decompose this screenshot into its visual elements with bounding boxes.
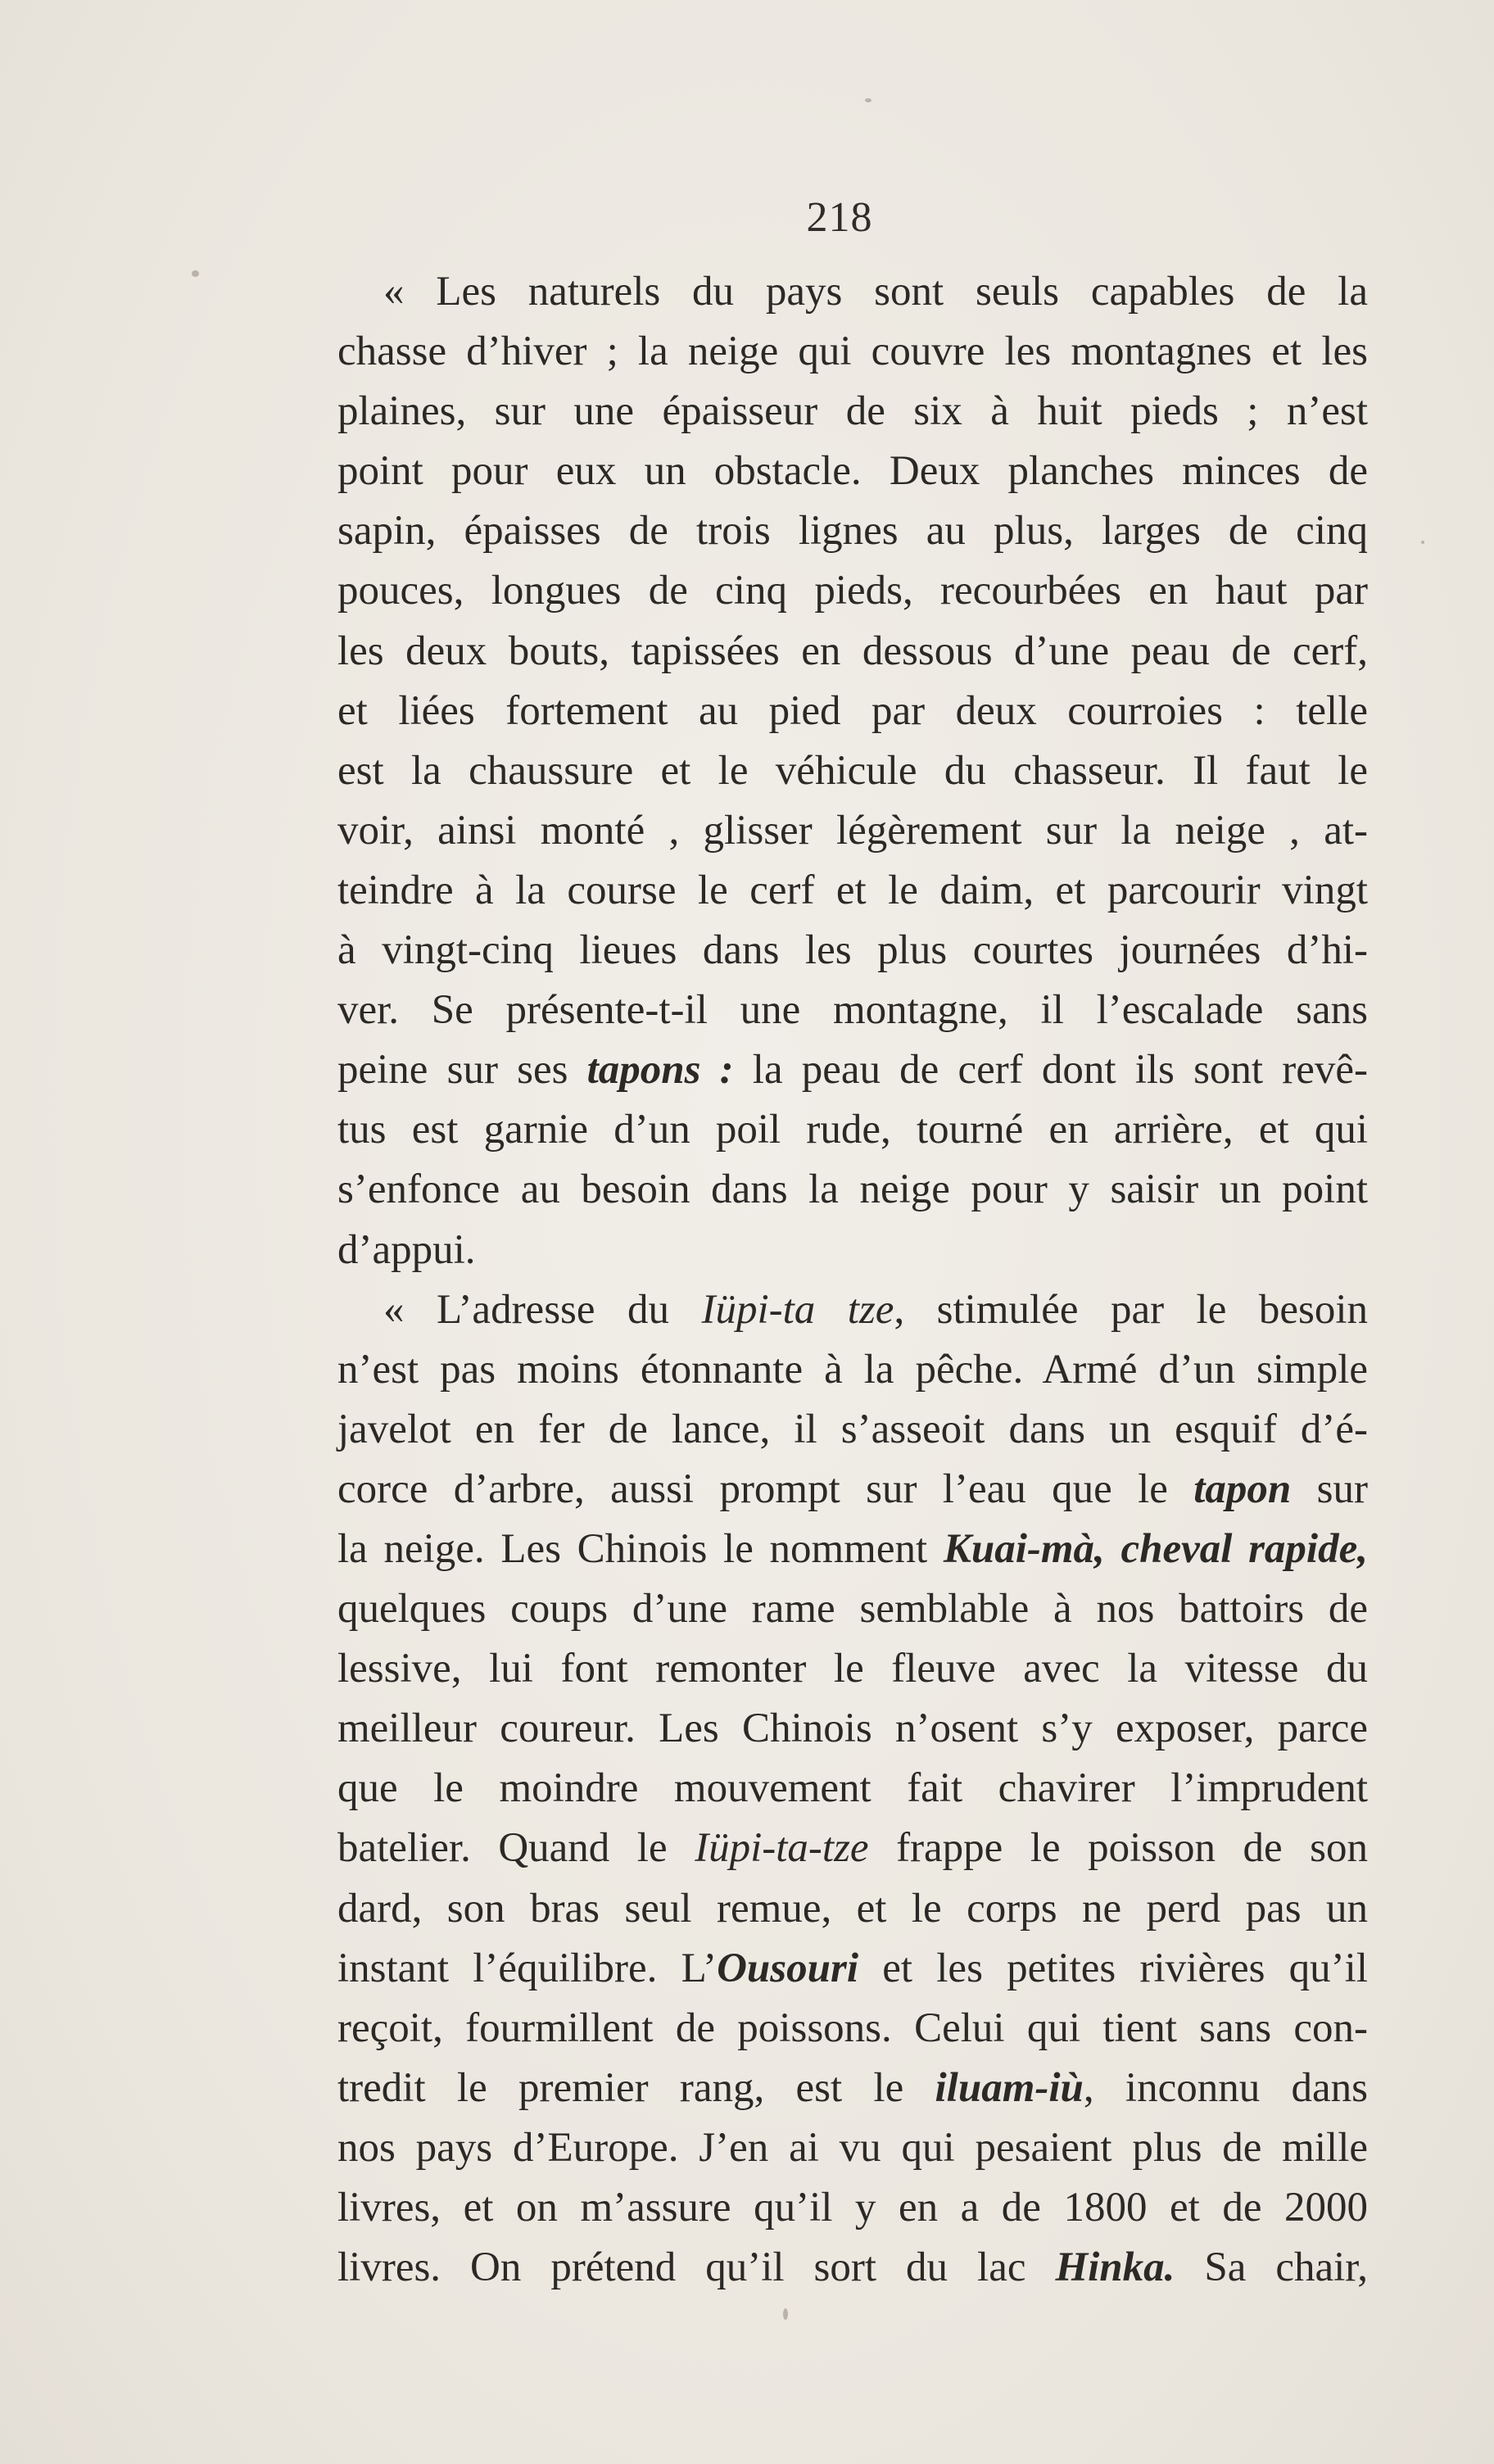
text-line bbox=[337, 622, 1368, 682]
text-segment: teindre à la course le cerf et le daim, et parcourir vingt bbox=[337, 867, 1368, 913]
text-segment: voir, ainsi monté , glisser légèrement sur la neige , at- bbox=[337, 807, 1368, 854]
text-segment: les deux bouts, tapissées en dessous d’une peau de cerf, bbox=[337, 627, 1368, 674]
text-segment: livres. On prétend qu’il sort du lac bbox=[337, 2244, 1056, 2291]
italic-term: tapons : bbox=[586, 1047, 734, 1094]
text-line bbox=[337, 801, 1368, 861]
paper-speck bbox=[865, 98, 872, 102]
text-line bbox=[337, 1639, 1368, 1699]
text-line bbox=[337, 1340, 1368, 1400]
text-segment: à vingt-cinq lieues dans les plus courtes journées d’hi- bbox=[337, 927, 1368, 974]
text-line bbox=[337, 322, 1368, 382]
text-segment: sur bbox=[1291, 1465, 1368, 1512]
text-segment: pouces, longues de cinq pieds, recourbées en haut par bbox=[337, 568, 1368, 614]
text-segment: la neige. Les Chinois le nomment bbox=[337, 1525, 944, 1572]
paper-speck bbox=[192, 270, 199, 277]
paper-speck bbox=[783, 2308, 788, 2320]
italic-term: Iüpi-ta tze bbox=[701, 1286, 894, 1333]
text-segment: tus est garnie d’un poil rude, tourné en arrière, et qui bbox=[337, 1107, 1368, 1153]
text-segment: « L’adresse du bbox=[383, 1286, 702, 1333]
text-segment: nos pays d’Europe. J’en ai vu qui pesaient plus de mille bbox=[337, 2124, 1368, 2171]
text-line bbox=[337, 2178, 1368, 2238]
text-segment: javelot en fer de lance, il s’asseoit dans un esquif d’é- bbox=[337, 1406, 1368, 1452]
text-segment: point pour eux un obstacle. Deux planches minces de bbox=[337, 448, 1368, 495]
text-segment: instant l’équilibre. L’ bbox=[337, 1945, 718, 1991]
text-line bbox=[337, 981, 1368, 1040]
text-segment: meilleur coureur. Les Chinois n’osent s’y exposer, parce bbox=[337, 1705, 1368, 1752]
text-segment: batelier. Quand le bbox=[337, 1825, 695, 1872]
text-line bbox=[337, 1400, 1368, 1460]
text-segment: « Les naturels du pays sont seuls capables de la bbox=[383, 269, 1368, 315]
text-segment: corce d’arbre, aussi prompt sur l’eau que le bbox=[337, 1465, 1194, 1512]
text-line bbox=[337, 1759, 1368, 1819]
page-number: 218 bbox=[806, 194, 873, 241]
text-segment: que le moindre mouvement fait chavirer l’imprudent bbox=[337, 1765, 1368, 1812]
italic-term: iluam-iù bbox=[935, 2064, 1084, 2111]
text-line bbox=[337, 1460, 1368, 1520]
text-line bbox=[337, 1100, 1368, 1160]
italic-term: Iüpi-ta-tze bbox=[695, 1825, 869, 1872]
italic-term: Kuai-mà, cheval rapide, bbox=[943, 1525, 1368, 1572]
text-segment: ver. Se présente-t-il une montagne, il l’escalade sans bbox=[337, 987, 1368, 1034]
text-line bbox=[337, 1879, 1368, 1939]
body-text bbox=[337, 262, 1368, 2298]
italic-term: tapon bbox=[1193, 1465, 1292, 1512]
text-line bbox=[337, 921, 1368, 981]
paper-speck bbox=[1421, 541, 1424, 544]
text-line bbox=[337, 442, 1368, 501]
text-line bbox=[337, 1280, 1368, 1340]
text-line bbox=[337, 561, 1368, 621]
text-segment: la peau de cerf dont ils sont revê- bbox=[733, 1047, 1368, 1094]
text-segment: reçoit, fourmillent de poissons. Celui qui tient sans con- bbox=[337, 2004, 1368, 2051]
text-line bbox=[337, 501, 1368, 561]
text-segment: chasse d’hiver ; la neige qui couvre les montagnes et les bbox=[337, 328, 1368, 375]
italic-term: Ousouri bbox=[717, 1945, 858, 1991]
text-line bbox=[337, 682, 1368, 741]
text-segment: , inconnu dans bbox=[1083, 2064, 1368, 2111]
text-segment: et les petites rivières qu’il bbox=[858, 1945, 1368, 1991]
text-segment: , stimulée par le besoin bbox=[894, 1286, 1368, 1333]
text-segment: s’enfonce au besoin dans la neige pour y saisir un point bbox=[337, 1166, 1368, 1213]
text-line bbox=[337, 382, 1368, 442]
text-line bbox=[337, 1699, 1368, 1759]
text-segment: sapin, épaisses de trois lignes au plus, larges de cinq bbox=[337, 508, 1368, 555]
text-line bbox=[337, 262, 1368, 322]
text-segment: plaines, sur une épaisseur de six à huit pieds ; n’est bbox=[337, 388, 1368, 435]
text-segment: lessive, lui font remonter le fleuve avec la vitesse du bbox=[337, 1646, 1368, 1692]
text-line bbox=[337, 1520, 1368, 1579]
text-segment: quelques coups d’une rame semblable à nos battoirs de bbox=[337, 1586, 1368, 1633]
text-line bbox=[337, 2238, 1368, 2298]
text-segment: livres, et on m’assure qu’il y en a de 1800 et de 2000 bbox=[337, 2185, 1368, 2231]
text-segment: et liées fortement au pied par deux courroies : telle bbox=[337, 687, 1368, 734]
text-segment: frappe le poisson de son bbox=[868, 1825, 1368, 1872]
text-line bbox=[337, 1221, 1368, 1280]
text-line bbox=[337, 2059, 1368, 2118]
text-segment: peine sur ses bbox=[337, 1047, 587, 1094]
text-line bbox=[337, 1999, 1368, 2059]
text-segment: d’appui. bbox=[337, 1226, 476, 1273]
text-line bbox=[337, 2118, 1368, 2178]
text-line bbox=[337, 861, 1368, 921]
text-segment: n’est pas moins étonnante à la pêche. Armé d’un simple bbox=[337, 1346, 1368, 1393]
text-line bbox=[337, 1040, 1368, 1100]
italic-term: Hinka. bbox=[1055, 2244, 1175, 2291]
text-line bbox=[337, 1819, 1368, 1878]
text-line bbox=[337, 1939, 1368, 1999]
text-segment: dard, son bras seul remue, et le corps ne perd pas un bbox=[337, 1885, 1368, 1932]
text-segment: Sa chair, bbox=[1175, 2244, 1369, 2291]
text-segment: tredit le premier rang, est le bbox=[337, 2064, 935, 2111]
text-line bbox=[337, 741, 1368, 801]
text-segment: est la chaussure et le véhicule du chasseur. Il faut le bbox=[337, 747, 1368, 794]
text-line bbox=[337, 1579, 1368, 1639]
text-line bbox=[337, 1160, 1368, 1220]
